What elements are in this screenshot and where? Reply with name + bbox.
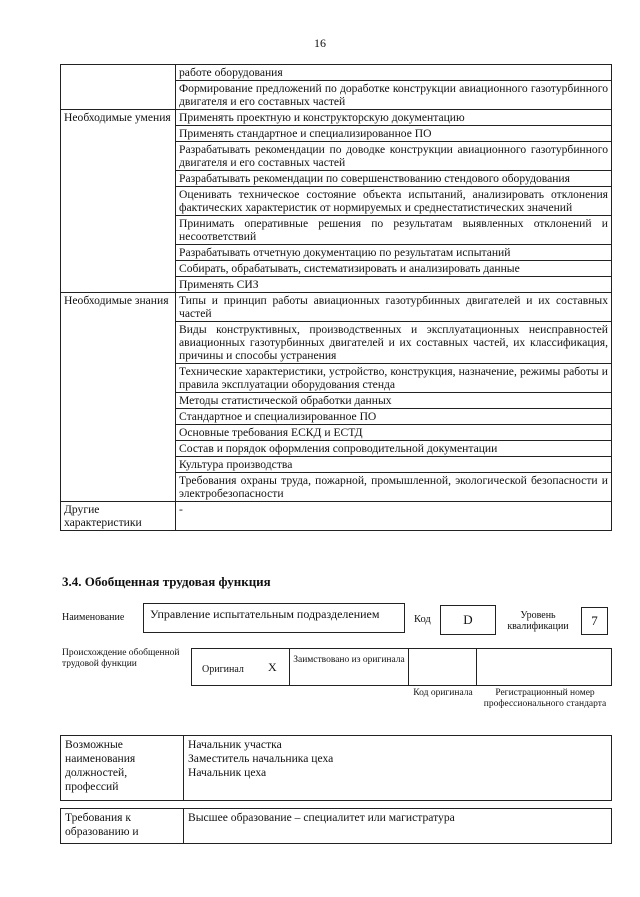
row-text: Культура производства	[176, 457, 612, 473]
row-text: Принимать оперативные решения по результатам выявленных отклонений и несоответствий	[176, 216, 612, 245]
education-value: Высшее образование – специалитет или магистратура	[184, 809, 612, 844]
position-item: Заместитель начальника цеха	[188, 752, 334, 765]
education-label: Требования к образованию и	[61, 809, 184, 844]
table-row	[61, 110, 612, 126]
name-value-box	[143, 603, 405, 633]
row-text: Основные требования ЕСКД и ЕСТД	[176, 425, 612, 441]
table-row	[61, 293, 612, 322]
table-row	[61, 65, 612, 81]
position-item: Начальник цеха	[188, 766, 267, 779]
row-text: Оценивать техническое состояние объекта испытаний, анализировать отклонения фактических характеристик от нормируемых и среднестатистических значений	[176, 187, 612, 216]
row-group-label: Необходимые знания	[61, 293, 176, 502]
code-value: D	[463, 612, 473, 627]
origin-table	[191, 648, 612, 686]
level-label: Уровень квалификации	[507, 610, 569, 632]
row-text: Применять СИЗ	[176, 277, 612, 293]
row-text: Требования охраны труда, пожарной, промышленной, экологической безопасности и электробезопасности	[176, 473, 612, 502]
page-number: 16	[314, 36, 326, 50]
row-text: Разрабатывать рекомендации по доводке конструкции авиационного газотурбинного двигателя и его составных частей	[176, 142, 612, 171]
row-text: Виды конструктивных, производственных и эксплуатационных неисправностей авиационных газотурбинных двигателей и их составных частей, их классификация, причины и способы устранения	[176, 322, 612, 364]
origin-label: Происхождение обобщенной трудовой функции	[62, 648, 180, 669]
name-label: Наименование	[62, 612, 125, 623]
code-label: Код	[414, 614, 431, 625]
original-label: Оригинал	[202, 664, 244, 675]
positions-table	[60, 735, 612, 801]
education-table	[60, 808, 612, 844]
row-group-label: Другие характеристики	[61, 502, 176, 531]
row-group-label	[61, 65, 176, 110]
row-text: -	[176, 502, 612, 531]
table-row	[61, 502, 612, 531]
row-text: Применять стандартное и специализированное ПО	[176, 126, 612, 142]
level-value-box	[581, 607, 608, 635]
code-value-box	[440, 605, 496, 635]
row-text: Применять проектную и конструкторскую документацию	[176, 110, 612, 126]
position-item: Начальник участка	[188, 738, 282, 751]
level-value: 7	[591, 613, 598, 628]
row-text: Разрабатывать отчетную документацию по результатам испытаний	[176, 245, 612, 261]
row-text: Состав и порядок оформления сопроводительной документации	[176, 441, 612, 457]
borrowed-label: Заимствовано из оригинала	[293, 655, 405, 665]
row-text: Типы и принцип работы авиационных газотурбинных двигателей и их составных частей	[176, 293, 612, 322]
skills-knowledge-table	[60, 64, 612, 531]
reg-number-caption: Регистрационный номер профессионального стандарта	[483, 688, 607, 709]
row-group-label: Необходимые умения	[61, 110, 176, 293]
section-title: 3.4. Обобщенная трудовая функция	[62, 574, 271, 589]
name-value: Управление испытательным подразделением	[150, 607, 380, 621]
code-original-caption: Код оригинала	[413, 688, 473, 698]
positions-list	[184, 736, 612, 801]
row-text: Методы статистической обработки данных	[176, 393, 612, 409]
row-text: Технические характеристики, устройство, конструкция, назначение, режимы работы и правила эксплуатации оборудования стенда	[176, 364, 612, 393]
row-text: Разрабатывать рекомендации по совершенствованию стендового оборудования	[176, 171, 612, 187]
row-text: Собирать, обрабатывать, систематизировать и анализировать данные	[176, 261, 612, 277]
row-text: Стандартное и специализированное ПО	[176, 409, 612, 425]
row-text: работе оборудования	[176, 65, 612, 81]
row-text: Формирование предложений по доработке конструкции авиационного газотурбинного двигателя и его составных частей	[176, 81, 612, 110]
original-mark: X	[268, 660, 277, 674]
positions-label: Возможные наименования должностей, профессий	[61, 736, 184, 801]
